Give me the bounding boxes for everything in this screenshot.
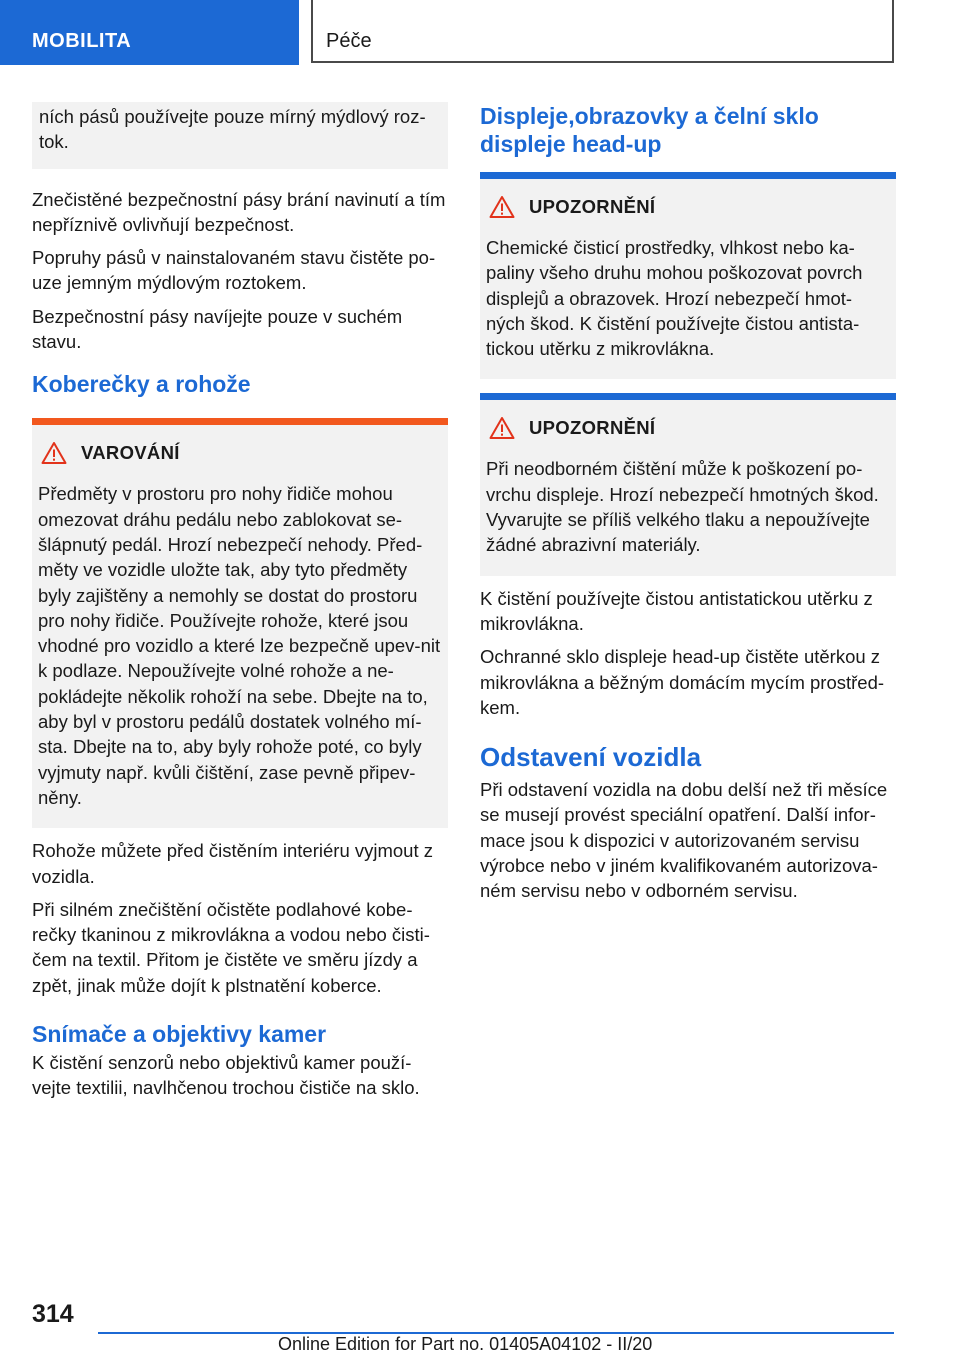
paragraph: K čistění používejte čistou antistatickou utěrku z mikrovlákna. [480, 587, 873, 634]
warning-triangle-icon [489, 195, 515, 219]
warning-text: Předměty v prostoru pro nohy řidiče mohou omezovat dráhu pedálu nebo zablokovat se-šlápnutý pedál. Hrozí nebezpečí nehody. Před-měty ve vozidle uložte tak, aby tyto předměty byly zajištěny a nemohly se dostat do prostoru pro nohy řidiče. Používejte rohože, které jsou vhodné pro vozidlo a které lze bezpečně upev-nit k podlaze. Nepoužívejte volné rohože a ne-pokládejte několik rohoží na sebe. Dbejte na to, aby byl v prostoru pedálů dostatek volného mí-sta. Dbejte na to, aby byly rohože poté, co byly vyjmuty např. kvůli čištění, zase pevně připev-něny. [38, 483, 441, 808]
notice-header [486, 400, 890, 456]
heading-displays: Displeje,obrazovky a čelní sklo displeje head-up [480, 103, 819, 157]
continued-note-box [32, 102, 448, 169]
warning-triangle-icon [41, 441, 67, 465]
paragraph: Ochranné sklo displeje head-up čistěte utěrkou z mikrovlákna a běžným domácím mycím prostřed-kem. [480, 646, 885, 718]
notice-header [486, 179, 890, 235]
right-column [480, 102, 896, 912]
warning-box [32, 418, 448, 828]
paragraph: Při silném znečištění očistěte podlahové kobe-rečky tkaninou z mikrovlákna a vodou nebo čisti-čem na textil. Přitom je čistěte ve směru jízdy a zpět, jinak může dojít k plstnatění koberce. [32, 898, 430, 996]
chapter-title: Péče [326, 30, 372, 52]
continued-note-text: ních pásů používejte pouze mírný mýdlový roz-tok. [39, 106, 426, 153]
warning-title: VAROVÁNÍ [81, 442, 180, 464]
heading-mats: Koberečky a rohože [32, 371, 251, 398]
notice-box [480, 393, 896, 575]
notice-title: UPOZORNĚNÍ [529, 417, 656, 439]
paragraph: Popruhy pásů v nainstalovaném stavu čistěte po-uze jemným mýdlovým roztokem. [32, 247, 436, 294]
paragraph: Při odstavení vozidla na dobu delší než tři měsíce se musejí provést speciální opatření. Další infor-mace jsou k dispozici v autorizovaném servisu výrobce nebo v jiném kvalifikovaném autorizova-ném servisu nebo v odborném servisu. [480, 779, 888, 902]
page-number: 314 [32, 1300, 74, 1328]
heading-storage: Odstavení vozidla [480, 742, 702, 773]
warning-header [38, 425, 442, 481]
paragraph: Bezpečnostní pásy navíjejte pouze v suchém stavu. [32, 305, 403, 353]
notice-title: UPOZORNĚNÍ [529, 196, 656, 217]
section-tab [0, 0, 299, 65]
notice-text: Při neodborném čištění může k poškození po-vrchu displeje. Hrozí nebezpečí hmotných škod. Vyvarujte se příliš velkého tlaku a nepoužívejte žádné abrazivní materiály. [486, 458, 879, 556]
paragraph: Znečistěné bezpečnostní pásy brání navinutí a tím nepříznivě ovlivňují bezpečnost. [32, 188, 446, 235]
notice-box [480, 172, 896, 379]
heading-cameras: Snímače a objektivy kamer [32, 1021, 327, 1048]
edition-note: Online Edition for Part no. 01405A04102 - II/20 [278, 1334, 653, 1354]
warning-triangle-icon [489, 416, 515, 440]
chapter-tab [311, 0, 894, 63]
left-column [32, 102, 448, 1109]
paragraph: K čistění senzorů nebo objektivů kamer použí-vejte textilii, navlhčenou trochou čističe na sklo. [32, 1052, 420, 1099]
notice-text: Chemické čisticí prostředky, vlhkost nebo ka-paliny všeho druhu mohou poškozovat povrch displejů a obrazovek. Hrozí nebezpečí hmot-ných škod. K čistění používejte čistou antista-tickou utěrku z mikrovlákna. [486, 237, 863, 360]
section-title: MOBILITA [32, 30, 132, 52]
paragraph: Rohože můžete před čistěním interiéru vyjmout z vozidla. [32, 840, 434, 887]
